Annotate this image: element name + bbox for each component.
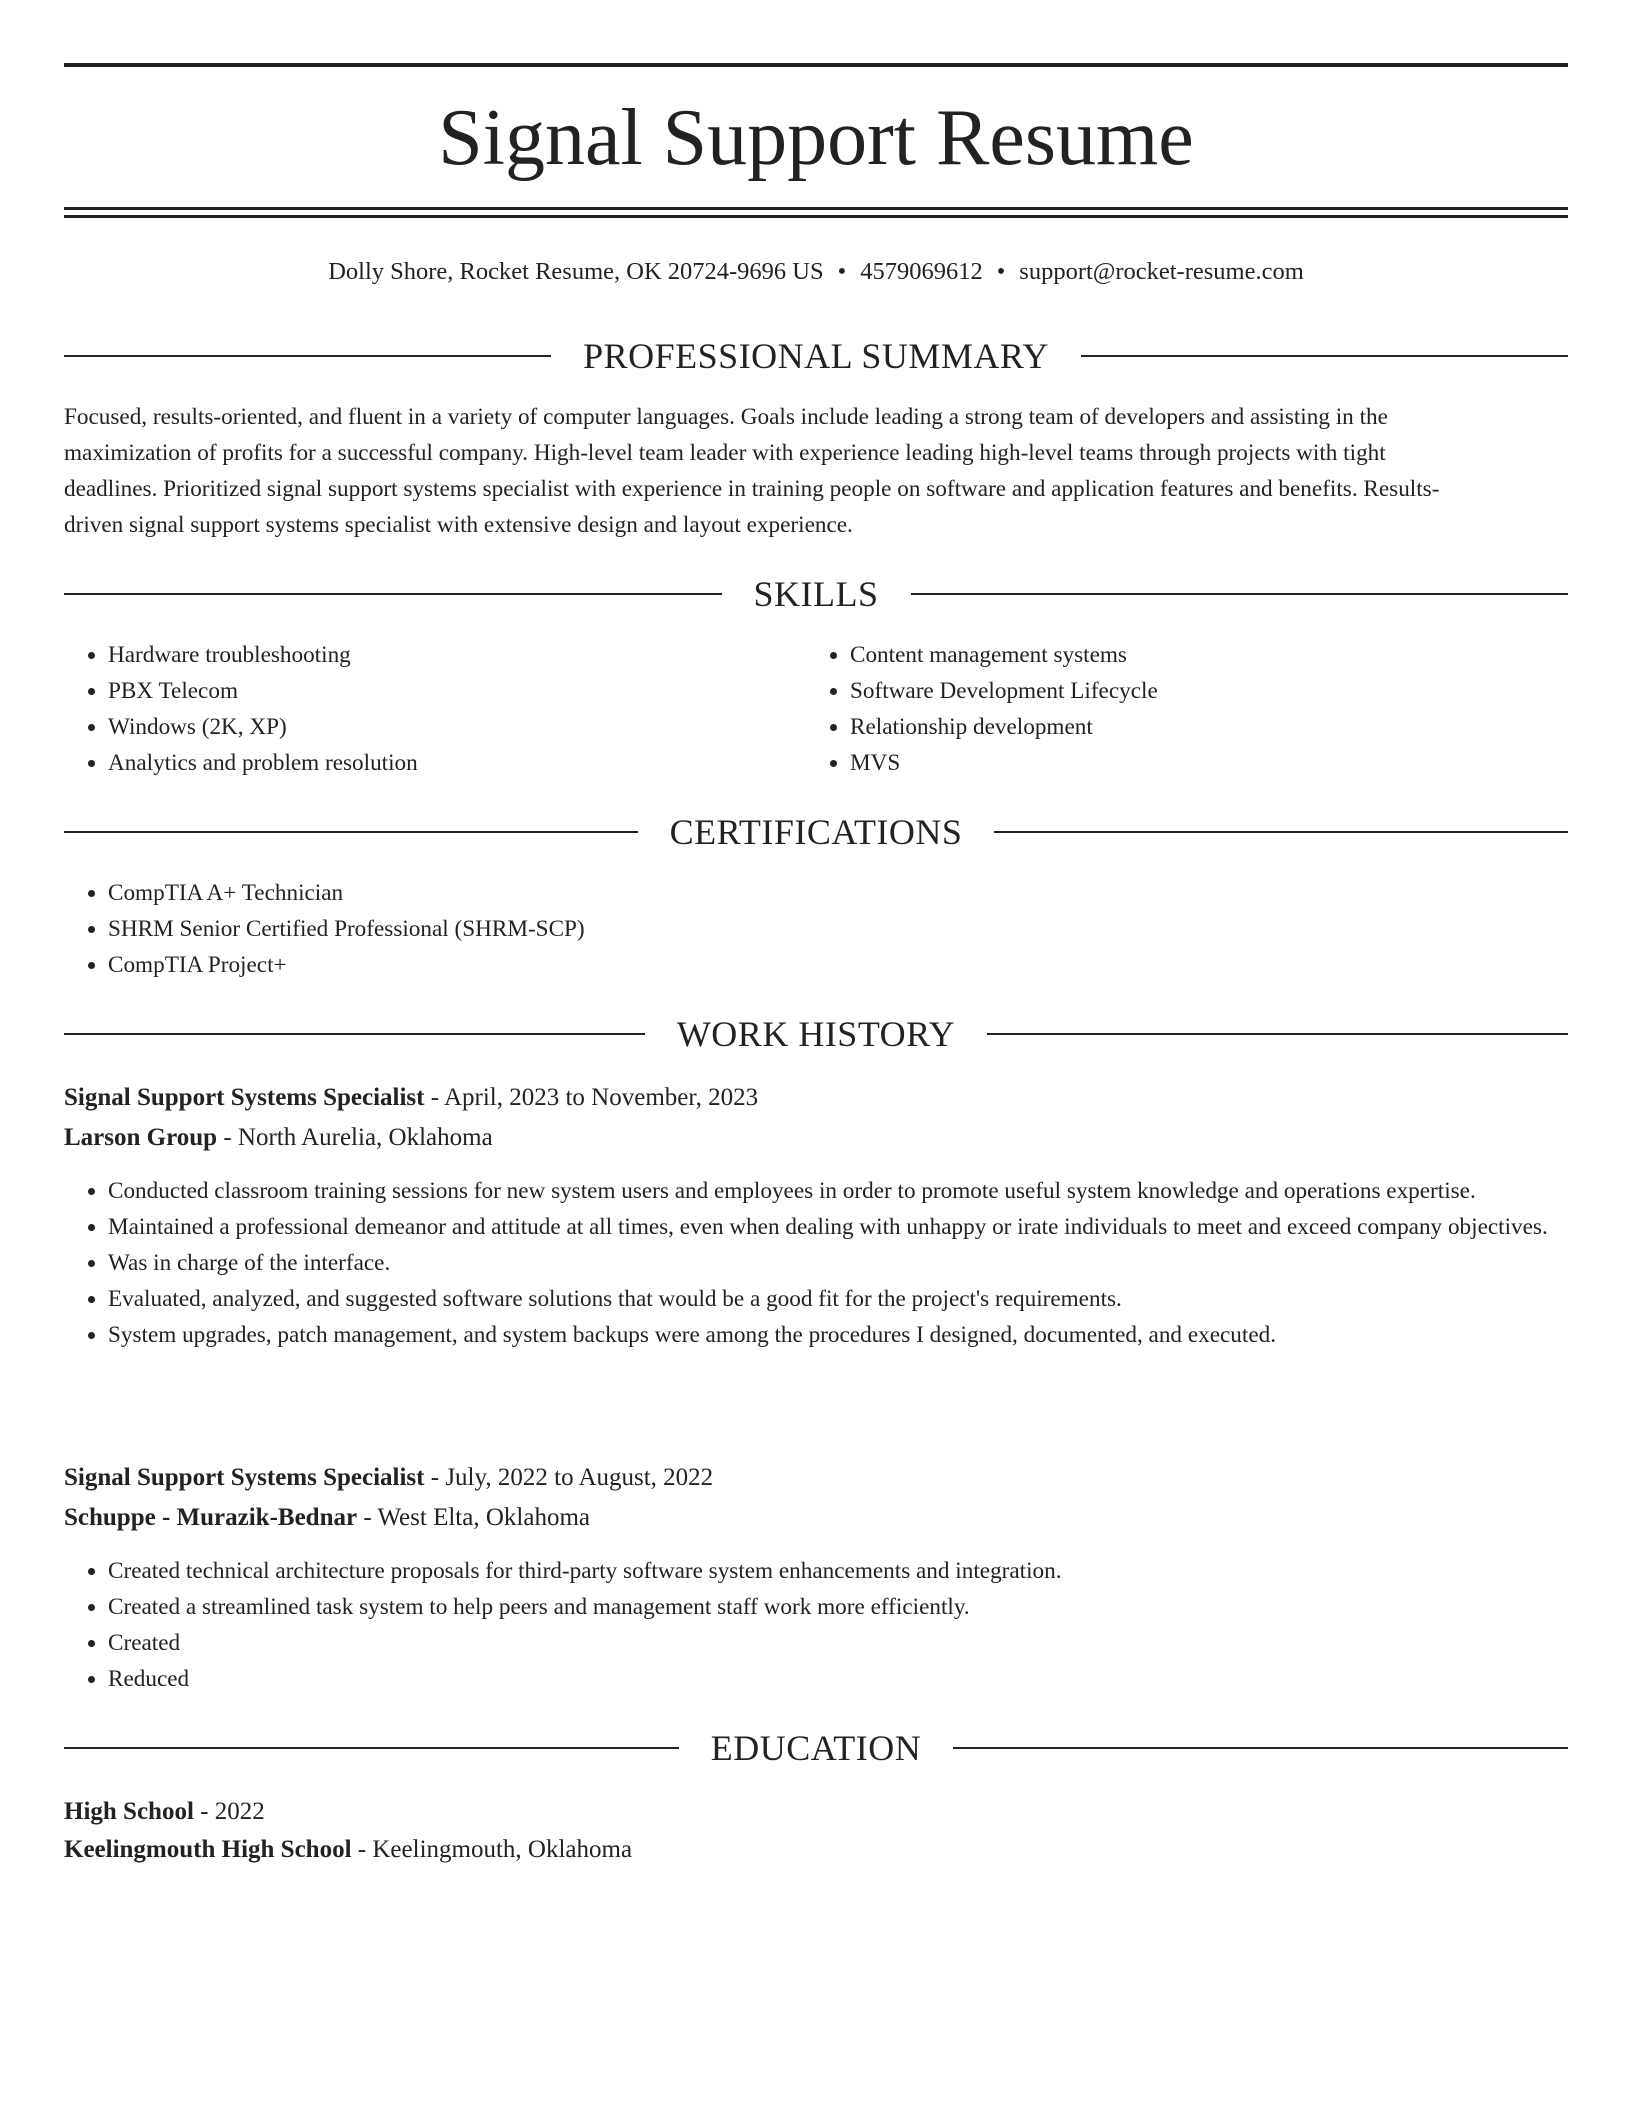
- certifications-list: [64, 875, 1568, 983]
- job-bullet: • System upgrades, patch management, and system backups were among the procedures I designed, documented, and executed.: [108, 1317, 1568, 1353]
- certification-item: • CompTIA Project+: [108, 947, 1568, 983]
- title-rule-lower: [64, 215, 1568, 218]
- job-bullet: • Reduced: [108, 1661, 1568, 1697]
- skill-item: • MVS: [850, 745, 1550, 781]
- job-company-line: [64, 1499, 1568, 1537]
- summary-line: driven signal support systems specialist with extensive design and layout experience.: [64, 512, 853, 538]
- section-title: WORK HISTORY: [676, 1014, 956, 1054]
- top-rule: [64, 63, 1568, 67]
- contact-line: [64, 254, 1568, 290]
- section-title: SKILLS: [753, 574, 879, 614]
- section-heading-skills: [64, 572, 1568, 616]
- contact-email: support@rocket-resume.com: [1019, 258, 1304, 285]
- certification-item: • CompTIA A+ Technician: [108, 875, 1568, 911]
- job-company-line: [64, 1119, 1568, 1157]
- resume-page: [64, 0, 1568, 2112]
- job-bullet: • Created a streamlined task system to help peers and management staff work more efficiently.: [108, 1589, 1568, 1625]
- heading-rule: [994, 831, 1568, 833]
- education-school-line: [64, 1831, 1568, 1869]
- heading-rule: [953, 1747, 1568, 1749]
- skill-item: • Analytics and problem resolution: [108, 745, 808, 781]
- heading-rule: [911, 593, 1569, 595]
- skill-item: • PBX Telecom: [108, 673, 808, 709]
- contact-separator: •: [837, 258, 847, 285]
- summary-line: maximization of profits for a successful company. High-level team leader with experience leading high-level teams through projects with tight: [64, 440, 1386, 466]
- job-dates: - July, 2022 to August, 2022: [424, 1464, 714, 1491]
- job-company: Larson Group: [64, 1124, 218, 1151]
- job-title-line: [64, 1459, 1568, 1497]
- job-bullet: • Created: [108, 1625, 1568, 1661]
- heading-rule: [64, 1747, 679, 1749]
- job-title: Signal Support Systems Specialist: [64, 1464, 425, 1491]
- education-degree: High School: [64, 1798, 194, 1825]
- skills-list-right: [806, 637, 1550, 781]
- job-bullet: • Maintained a professional demeanor and attitude at all times, even when dealing with unhappy or irate individuals to meet and exceed company objectives.: [108, 1209, 1568, 1245]
- skill-item: • Content management systems: [850, 637, 1550, 673]
- skill-item: • Hardware troubleshooting: [108, 637, 808, 673]
- contact-phone: 4579069612: [860, 258, 983, 285]
- section-heading-certifications: [64, 810, 1568, 854]
- job-location: - West Elta, Oklahoma: [357, 1504, 590, 1531]
- heading-rule: [64, 831, 638, 833]
- job-title: Signal Support Systems Specialist: [64, 1084, 425, 1111]
- education-location: - Keelingmouth, Oklahoma: [351, 1836, 633, 1863]
- skill-item: • Relationship development: [850, 709, 1550, 745]
- education-degree-line: [64, 1793, 1568, 1831]
- summary-paragraph: [64, 399, 1568, 543]
- heading-rule: [64, 593, 722, 595]
- section-heading-summary: [64, 334, 1568, 378]
- contact-address: Dolly Shore, Rocket Resume, OK 20724-9696 US: [328, 258, 824, 285]
- heading-rule: [64, 1033, 645, 1035]
- section-heading-work-history: [64, 1012, 1568, 1056]
- job-location: - North Aurelia, Oklahoma: [217, 1124, 493, 1151]
- job-bullet: • Was in charge of the interface.: [108, 1245, 1568, 1281]
- resume-title: Signal Support Resume: [438, 94, 1194, 182]
- certification-item: • SHRM Senior Certified Professional (SHRM-SCP): [108, 911, 1568, 947]
- education-year: - 2022: [193, 1798, 265, 1825]
- section-title: PROFESSIONAL SUMMARY: [583, 336, 1049, 376]
- job-bullet: • Evaluated, analyzed, and suggested software solutions that would be a good fit for the project's requirements.: [108, 1281, 1568, 1317]
- heading-rule: [987, 1033, 1568, 1035]
- job-dates: - April, 2023 to November, 2023: [424, 1084, 759, 1111]
- section-heading-education: [64, 1726, 1568, 1770]
- job-bullet: • Conducted classroom training sessions for new system users and employees in order to promote useful system knowledge and operations expertise.: [108, 1173, 1568, 1209]
- skills-list-left: [64, 637, 808, 781]
- heading-rule: [64, 355, 551, 357]
- job-company: Schuppe - Murazik-Bednar: [64, 1504, 358, 1531]
- job-title-line: [64, 1079, 1568, 1117]
- section-title: EDUCATION: [710, 1728, 922, 1768]
- job-bullet: • Created technical architecture proposals for third-party software system enhancements and integration.: [108, 1553, 1568, 1589]
- summary-line: Focused, results-oriented, and fluent in a variety of computer languages. Goals include leading a strong team of developers and assisting in the: [64, 404, 1388, 430]
- heading-rule: [1081, 355, 1568, 357]
- contact-separator: •: [996, 258, 1006, 285]
- skill-item: • Windows (2K, XP): [108, 709, 808, 745]
- summary-line: deadlines. Prioritized signal support systems specialist with experience in training people on software and application features and benefits. Results-: [64, 476, 1440, 502]
- title-rule-upper: [64, 207, 1568, 210]
- education-school: Keelingmouth High School: [64, 1836, 352, 1863]
- job-bullets: [64, 1553, 1568, 1697]
- skill-item: • Software Development Lifecycle: [850, 673, 1550, 709]
- job-bullets: [64, 1173, 1568, 1353]
- section-title: CERTIFICATIONS: [669, 812, 963, 852]
